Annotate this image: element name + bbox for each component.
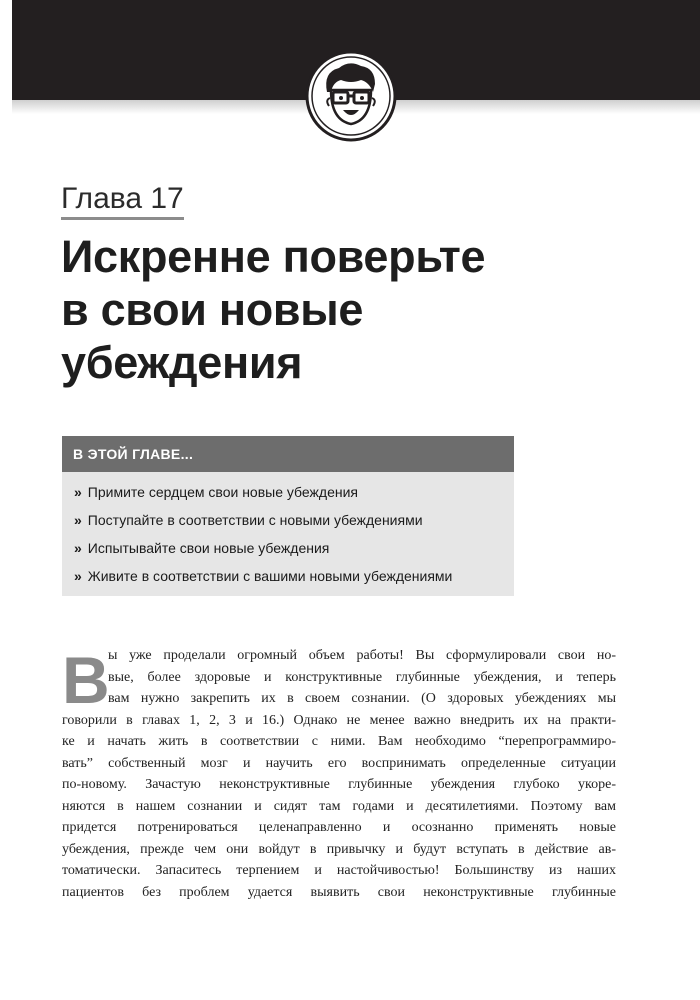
- list-item-text: Поступайте в соответствии с новыми убеждениями: [87, 512, 423, 528]
- in-this-chapter-header: В ЭТОЙ ГЛАВЕ...: [62, 436, 514, 472]
- bullet-icon: »: [74, 540, 82, 556]
- paragraph-line: вам нужно закрепить их в своем сознании. (О здоровых убеждениях мы: [108, 691, 616, 706]
- list-item-text: Примите сердцем свои новые убеждения: [87, 484, 358, 500]
- chapter-title: [61, 230, 621, 389]
- dummies-guy-icon: [305, 50, 397, 142]
- paragraph-line: томатически. Запаситесь терпением и настойчивостью! Большинству из наших: [62, 863, 616, 878]
- list-item: [74, 562, 514, 590]
- drop-cap: В: [62, 643, 110, 717]
- paragraph-line: пациентов без проблем удается выявить свои неконструктивные глубинные: [62, 884, 616, 900]
- body-paragraph: [62, 645, 616, 903]
- paragraph-line: придется потренироваться целенаправленно и осознанно применять новые: [62, 820, 616, 835]
- paragraph-line: по-новому. Зачастую неконструктивные глубинные убеждения глубоко укоре-: [62, 777, 616, 792]
- paragraph-line: говорили в главах 1, 2, 3 и 16.) Однако не менее важно внедрить их на практи-: [62, 712, 616, 728]
- list-item-text: Испытывайте свои новые убеждения: [87, 540, 330, 556]
- chapter-title-line: убеждения: [61, 337, 303, 388]
- paragraph-line: ы уже проделали огромный объем работы! Вы сформулировали свои но-: [108, 648, 616, 663]
- paragraph-line: вые, более здоровые и конструктивные глубинные убеждения, и теперь: [108, 669, 616, 685]
- in-this-chapter-box: [62, 436, 514, 596]
- paragraph-line: убеждения, прежде чем они войдут в привычку и будут вступать в действие ав-: [62, 841, 616, 857]
- bullet-icon: »: [74, 512, 82, 528]
- paragraph-line: ке и начать жить в соответствии с ними. Вам необходимо “перепрограммиро-: [62, 734, 616, 749]
- chapter-title-line: в свои новые: [61, 284, 364, 335]
- chapter-label: Глава 17: [61, 183, 184, 220]
- list-item-text: Живите в соответствии с вашими новыми убеждениями: [87, 568, 453, 584]
- bullet-icon: »: [74, 484, 82, 500]
- chapter-title-line: Искренне поверьте: [61, 231, 486, 282]
- paragraph-line: вать” собственный мозг и научить его воспринимать определенные ситуации: [62, 755, 616, 771]
- bullet-icon: »: [74, 568, 82, 584]
- list-item: [74, 506, 514, 534]
- list-item: [74, 534, 514, 562]
- list-item: [74, 478, 514, 506]
- in-this-chapter-list: [62, 472, 514, 590]
- paragraph-line: няются в нашем сознании и сидят там годами и десятилетиями. Поэтому вам: [62, 798, 616, 814]
